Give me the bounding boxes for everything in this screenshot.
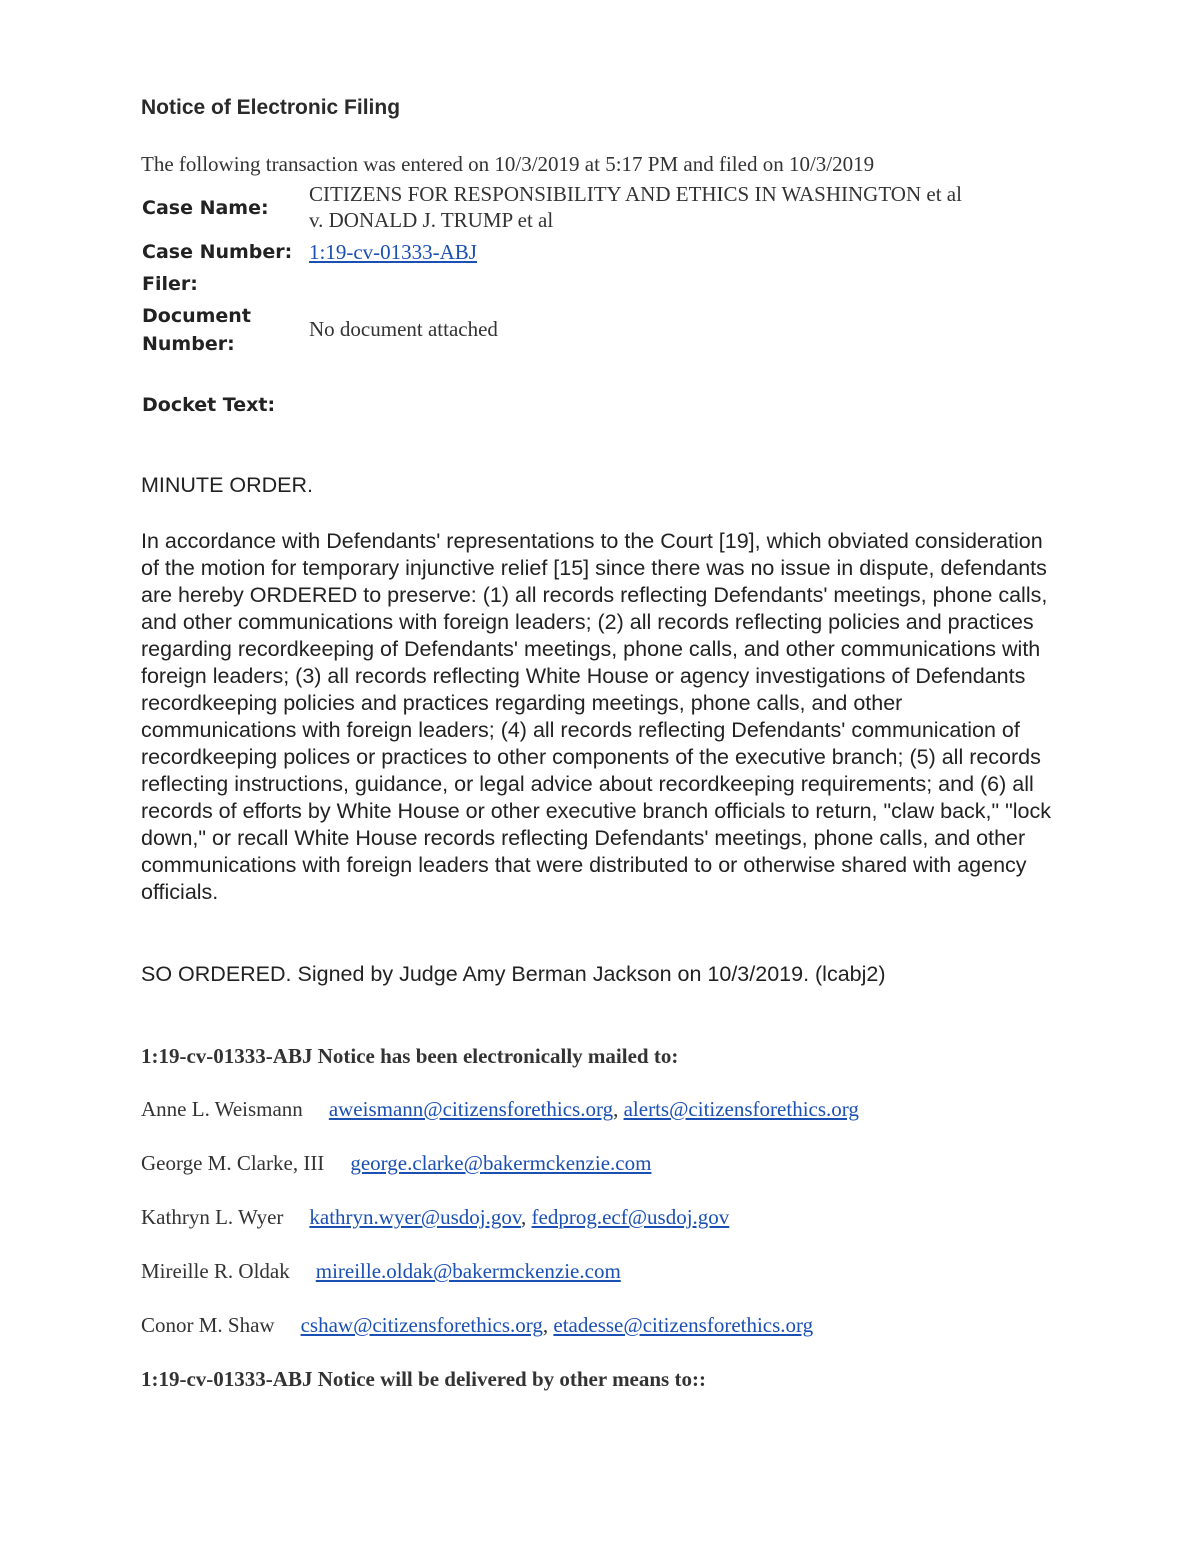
recipient-email-link[interactable]: fedprog.ecf@usdoj.gov bbox=[531, 1205, 730, 1229]
recipient-row bbox=[141, 1151, 651, 1176]
transaction-intro: The following transaction was entered on 10/3/2019 at 5:17 PM and filed on 10/3/2019 bbox=[141, 152, 875, 176]
recipient-name: Kathryn L. Wyer bbox=[141, 1205, 284, 1229]
recipient-name: George M. Clarke, III bbox=[141, 1151, 325, 1175]
email-separator: , bbox=[521, 1205, 532, 1229]
case-number-link[interactable]: 1:19-cv-01333-ABJ bbox=[309, 240, 477, 264]
case-name-label: Case Name: bbox=[142, 197, 269, 219]
recipient-name: Conor M. Shaw bbox=[141, 1313, 275, 1337]
signed-line: SO ORDERED. Signed by Judge Amy Berman Jackson on 10/3/2019. (lcabj2) bbox=[141, 962, 886, 986]
case-name-line-1: CITIZENS FOR RESPONSIBILITY AND ETHICS IN WASHINGTON et al bbox=[309, 182, 962, 206]
recipient-email-link[interactable]: cshaw@citizensforethics.org bbox=[300, 1313, 543, 1337]
recipient-name: Anne L. Weismann bbox=[141, 1097, 303, 1121]
recipient-email-link[interactable]: alerts@citizensforethics.org bbox=[623, 1097, 859, 1121]
recipient-row bbox=[141, 1205, 729, 1230]
recipient-row bbox=[141, 1259, 621, 1284]
mailed-to-heading: 1:19-cv-01333-ABJ Notice has been electronically mailed to: bbox=[141, 1044, 679, 1068]
email-separator: , bbox=[542, 1313, 554, 1337]
recipient-row bbox=[141, 1097, 859, 1122]
email-separator: , bbox=[613, 1097, 624, 1121]
case-name-line-2: v. DONALD J. TRUMP et al bbox=[309, 208, 554, 232]
page-title: Notice of Electronic Filing bbox=[141, 96, 401, 119]
filer-label: Filer: bbox=[142, 273, 198, 295]
minute-order-body: In accordance with Defendants' representations to the Court [19], which obviated consideration of the motion for temporary injunctive relief [15] since there was no issue in dispute, defendants are hereby ORDERED to preserve: (1) all records reflecting Defendants' meetings, phone calls, and other communications with foreign leaders; (2) all records reflecting policies and practices regarding recordkeeping of Defendants' meetings, phone calls, and other communications with foreign leaders; (3) all records reflecting White House or agency investigations of Defendants recordkeeping policies and practices regarding meetings, phone calls, and other communications with foreign leaders; (4) all records reflecting Defendants' communication of recordkeeping polices or practices to other components of the executive branch; (5) all records reflecting instructions, guidance, or legal advice about recordkeeping requirements; and (6) all records of efforts by White House or other executive branch officials to return, "claw back," "lock down," or recall White House records reflecting Defendants' meetings, phone calls, and other communications with foreign leaders that were distributed to or otherwise shared with agency officials. bbox=[141, 529, 1051, 904]
document-number-label bbox=[142, 302, 251, 358]
recipient-row bbox=[141, 1313, 813, 1338]
docket-text-label: Docket Text: bbox=[142, 394, 276, 416]
document-number-value: No document attached bbox=[309, 317, 498, 341]
recipient-name: Mireille R. Oldak bbox=[141, 1259, 290, 1283]
minute-order-heading: MINUTE ORDER. bbox=[141, 473, 313, 497]
document-number-label-line-2: Number: bbox=[142, 333, 235, 355]
case-name-value bbox=[309, 181, 962, 233]
case-number-label: Case Number: bbox=[142, 241, 293, 263]
recipient-email-link[interactable]: george.clarke@bakermckenzie.com bbox=[350, 1151, 652, 1175]
recipient-email-link[interactable]: aweismann@citizensforethics.org bbox=[328, 1097, 614, 1121]
recipient-email-link[interactable]: kathryn.wyer@usdoj.gov bbox=[309, 1205, 522, 1229]
recipient-email-link[interactable]: mireille.oldak@bakermckenzie.com bbox=[315, 1259, 621, 1283]
document-number-label-line-1: Document bbox=[142, 305, 251, 327]
recipient-email-link[interactable]: etadesse@citizensforethics.org bbox=[553, 1313, 814, 1337]
other-means-heading: 1:19-cv-01333-ABJ Notice will be delivered by other means to:: bbox=[141, 1367, 706, 1391]
